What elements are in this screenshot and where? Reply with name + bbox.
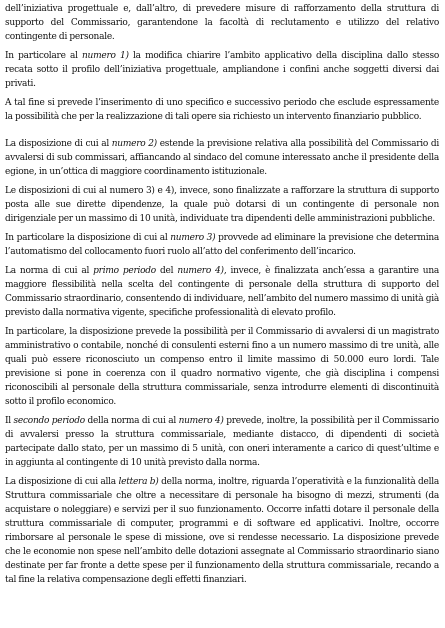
italic-reference: numero 2) <box>111 139 157 149</box>
text-run: In particolare la disposizione di cui al <box>5 233 171 243</box>
paragraph-2 <box>5 49 439 91</box>
text-run: In particolare, la disposizione prevede la possibilità per il Commissario di avvalersi di un magistrato amministrativo o contabile, nonché di consulenti esterni fino a un numero massimo di tre unità, alle quali può essere riconosciuto un compenso entro il limite massimo di 50.000 euro lordi. Tale previsione si pone in coerenza con il quadro normativo vigente, che già disciplina i compensi riconoscibili al personale della struttura commissariale, senza introdurre elementi di discontinuità sotto il profilo economico. <box>5 327 439 407</box>
text-run: In particolare al <box>5 51 83 61</box>
text-run: prevede, inoltre, la possibilità per il Commissario di avvalersi presso la struttura commissariale, mediante distacco, di dipendenti di società partecipate dallo stato, per un massimo di 5 unità, con oneri interamente a carico di quest’ultime e in aggiunta al contingente di 10 unità previsto dalla norma. <box>5 416 439 468</box>
paragraph-6 <box>5 231 439 259</box>
italic-reference: secondo periodo <box>13 416 85 426</box>
text-run: provvede ad eliminare la previsione che determina l’automatismo del collocamento fuori ruolo all’atto del conferimento dell’incarico. <box>5 233 439 257</box>
italic-reference: lettera b) <box>118 477 159 487</box>
text-run: , invece, è finalizzata anch’essa a garantire una maggiore flessibilità nella scelta del contingente di personale della struttura di supporto del Commissario straordinario, consentendo di individuare, nell’ambito del numero massimo di unità già previsto dalla normativa vigente, specifiche professionalità di elevato profilo. <box>5 266 440 318</box>
paragraph-4 <box>5 137 439 179</box>
paragraph-1 <box>5 2 439 44</box>
text-run: della norma, inoltre, riguarda l’operatività e la funzionalità della Struttura commissariale che oltre a necessitare di personale ha bisogno di mezzi, strumenti (da acquistare o noleggiare) e servizi per il suo funzionamento. Occorre infatti dotare il personale della struttura commissariale di computer, programmi e di software ed applicativi. Inoltre, occorre rimborsare al personale le spese di missione, ove si rendesse necessario. La disposizione prevede che le economie non spese nell’ambito delle dotazioni assegnate al Commissario straordinario siano destinate per far fronte a dette spese per il funzionamento della struttura commissariale, recando a tal fine la relativa compensazione degli effetti finanziari. <box>5 477 439 585</box>
text-run: La disposizione di cui alla <box>5 477 119 487</box>
paragraph-10 <box>5 475 439 587</box>
text-run: del <box>155 266 178 276</box>
text-run: estende la previsione relativa alla possibilità del Commissario di avvalersi di sub commissari, affiancando al sindaco del comune interessato anche il presidente della egione, in un’ottica di maggiore coordinamento istituzionale. <box>5 139 439 177</box>
text-run: della norma di cui al <box>84 416 179 426</box>
italic-reference: primo periodo <box>93 266 156 276</box>
text-run: La norma di cui al <box>5 266 94 276</box>
text-run: La disposizione di cui al <box>5 139 112 149</box>
paragraph-7 <box>5 264 439 320</box>
italic-reference: numero 4) <box>178 416 224 426</box>
italic-reference: numero 3) <box>170 233 216 243</box>
italic-reference: numero 4) <box>177 266 224 276</box>
paragraph-9 <box>5 414 439 470</box>
italic-reference: numero 1) <box>82 51 129 61</box>
paragraph-3 <box>5 96 439 124</box>
paragraph-8 <box>5 325 439 409</box>
text-run: A tal fine si prevede l’inserimento di uno specifico e successivo periodo che esclude espressamente la possibilità che per la realizzazione di tali opere sia richiesto un intervento finanziario pubblico. <box>5 98 439 122</box>
text-run: dell’iniziativa progettuale e, dall’altro, di prevedere misure di rafforzamento della struttura di supporto del Commissario, garantendone la facoltà di reclutamento e utilizzo del relativo contingente di personale. <box>5 4 439 42</box>
text-run: Il <box>5 416 14 426</box>
paragraph-5 <box>5 184 439 226</box>
text-run: la modifica chiarire l’ambito applicativo della disciplina dallo stesso recata sotto il profilo dell’iniziativa progettuale, ampliandone i confini anche soggetti diversi dai privati. <box>5 51 439 89</box>
text-run: Le disposizioni di cui al numero 3) e 4), invece, sono finalizzate a rafforzare la struttura di supporto posta alle sue dirette dipendenze, la quale può dotarsi di un contingente di personale non dirigenziale per un massimo di 10 unità, individuate tra dipendenti delle amministrazioni pubbliche. <box>5 186 439 224</box>
